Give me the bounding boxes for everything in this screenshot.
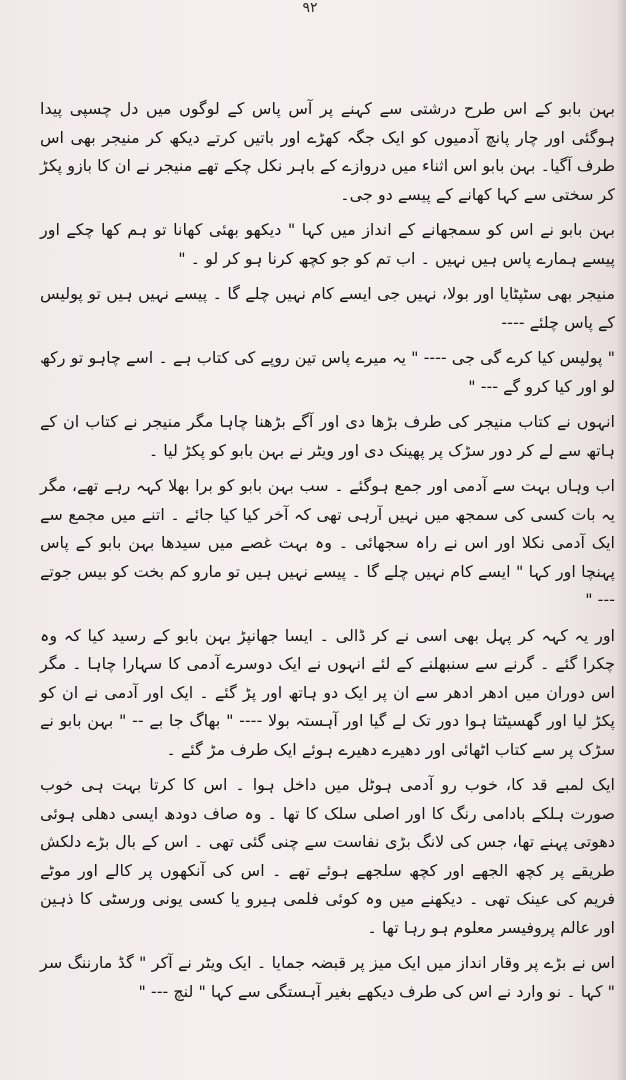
paragraph-1: بہن بابو کے اس طرح درشتی سے کہنے پر آس پاس کے لوگوں میں دل چسپی پیدا ہوگئی اور چار پانچ آدمیوں کو ایک جگہ کھڑے اور باتیں کرتے دیکھ کر منیجر بھی اس طرف آگیا۔ بہن بابو اس اثناء میں دروازے کے باہر نکل چکے تھے منیجر نے ان کا بازو پکڑ کر سختی سے کہا کھانے کے پیسے دو جی۔ [40,99,615,204]
paragraph-8: ایک لمبے قد کا، خوب رو آدمی ہوٹل میں داخل ہوا ۔ اس کا کرتا بہت ہی خوب صورت ہلکے بادامی رنگ کا اور اصلی سلک کا تھا ۔ وہ صاف دودھ ایسی دھلی ہوئی دھوتی پہنے تھا، جس کی لانگ بڑی نفاست سے چنی گئی تھی ۔ اس کے بال بڑے دلکش طریقے پر کچھ الجھے اور کچھ سلجھے ہوئے تھے ۔ اس کی آنکھوں پر کالے اور موٹے فریم کی عینک تھی ۔ دیکھنے میں وہ کوئی فلمی ہیرو یا کسی یونی ورسٹی کا ذہین اور عالم پروفیسر معلوم ہو رہا تھا ۔ [40,775,615,937]
page-edge-shadow [616,0,626,1080]
paragraph-4: " پولیس کیا کرے گی جی ---- " یہ میرے پاس تین روپے کی کتاب ہے ۔ اسے چاہو تو رکھ لو اور کیا کرو گے --- " [40,348,615,396]
paragraph-3: منیجر بھی سٹپٹایا اور بولا، نہیں جی ایسے کام نہیں چلے گا ۔ پیسے نہیں ہیں تو پولیس کے پاس چلئے ---- [40,284,615,332]
paragraph-6: اب وہاں بہت سے آدمی اور جمع ہوگئے ۔ سب بہن بابو کو برا بھلا کہہ رہے تھے، مگر یہ بات کسی کی سمجھ میں نہیں آرہی تھی کہ آخر کیا کیا جائے ۔ اتنے میں مجمع سے ایک آدمی نکلا اور اس نے راہ سجھائی ۔ وہ بہت غصے میں سیدھا بہن بابو کے پاس پہنچا اور کہا " ایسے کام نہیں چلے گا ۔ پیسے نہیں ہیں تو مارو کم بخت کو بیس جوتے --- " [40,476,615,609]
paragraph-5: انہوں نے کتاب منیجر کی طرف بڑھا دی اور آگے بڑھنا چاہا مگر منیجر نے کتاب ان کے ہاتھ سے لے کر دور سڑک پر پھینک دی اور ویٹر نے بہن بابو کو پکڑ لیا ۔ [40,412,615,460]
paragraph-9: اس نے بڑے پر وقار انداز میں ایک میز پر قبضہ جمایا ۔ ایک ویٹر نے آکر " گڈ مارننگ سر " کہا ۔ نو وارد نے اس کی طرف دیکھے بغیر آہستگی سے کہا " لنچ --- " [40,953,615,1001]
paragraph-7: اور یہ کہہ کر پہل بھی اسی نے کر ڈالی ۔ ایسا جھانپڑ بہن بابو کے رسید کیا کہ وہ چکرا گئے ۔ گرنے سے سنبھلنے کے لئے انہوں نے ایک دوسرے آدمی کا سہارا چاہا ۔ مگر اس دوران میں ادھر ادھر سے ان پر ایک دو ہاتھ اور پڑ گئے ۔ ایک اور آدمی نے ان کو پکڑ لیا اور گھسیٹتا ہوا دور تک لے گیا اور آہستہ بولا ---- " بھاگ جا بے -- " بہن بابو نے سڑک پر سے کتاب اٹھائی اور دھیرے دھیرے ہوئے ایک طرف مڑ گئے ۔ [40,625,616,759]
body-text [40,95,615,1013]
paragraph-2: بہن بابو نے اس کو سمجھانے کے انداز میں کہا " دیکھو بھئی کھانا تو ہم کھا چکے اور پیسے ہمارے پاس ہیں نہیں ۔ اب تم کو جو کچھ کرنا ہو کر لو ۔ " [40,220,615,268]
page-number: ۹۲ [302,0,318,16]
